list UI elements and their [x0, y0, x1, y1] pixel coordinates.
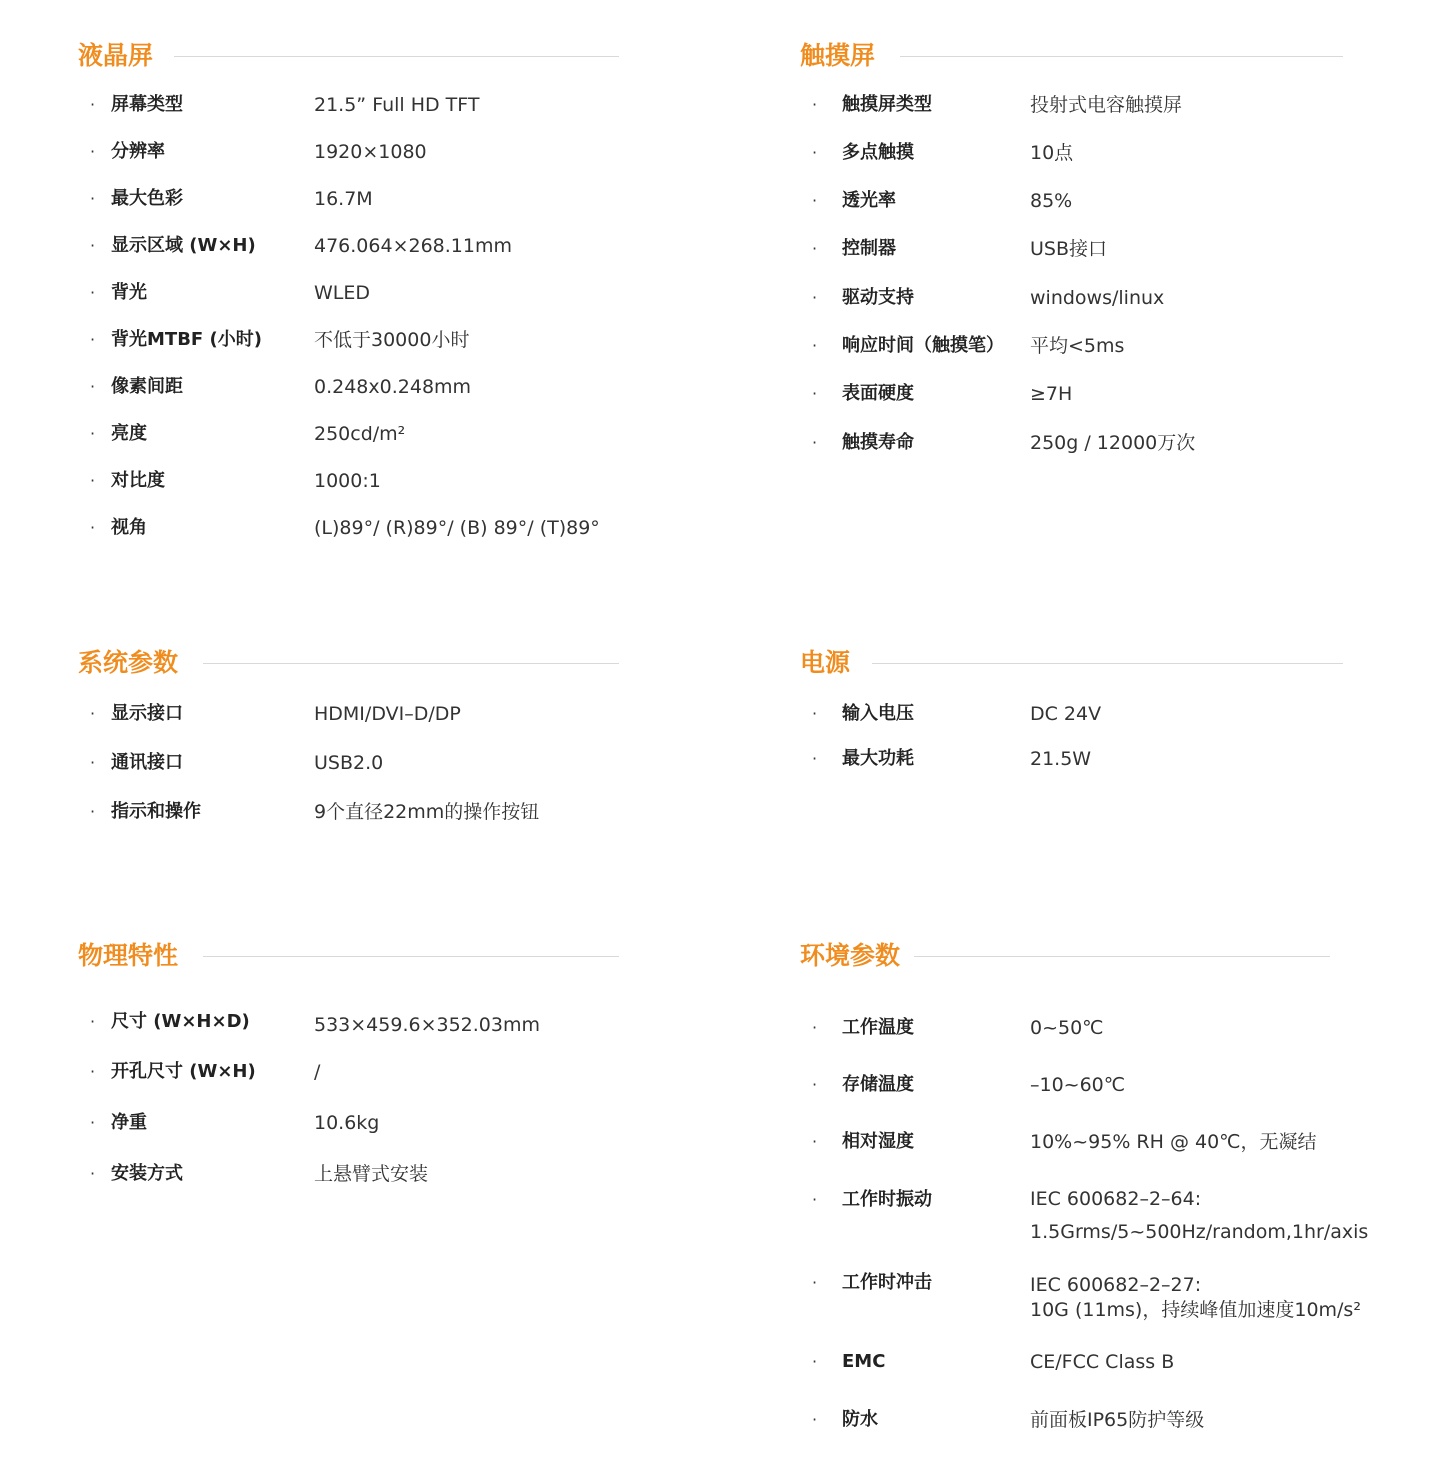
- spec-value-line: 10G (11ms)，持续峰值加速度10m/s²: [1030, 1299, 1361, 1321]
- spec-label: 工作温度: [842, 1017, 914, 1038]
- section-title: 物理特性: [78, 941, 179, 970]
- spec-value: 10%~95% RH @ 40℃，无凝结: [1030, 1131, 1317, 1153]
- bullet-icon: ·: [90, 330, 96, 349]
- spec-label: 触摸屏类型: [842, 94, 932, 115]
- spec-label: 工作时冲击: [842, 1272, 932, 1293]
- bullet-icon: ·: [812, 749, 818, 768]
- spec-value: [1030, 1273, 1361, 1323]
- spec-label: 开孔尺寸 (W×H): [111, 1061, 256, 1082]
- spec-label: 对比度: [111, 470, 165, 491]
- spec-value: 21.5” Full HD TFT: [314, 94, 480, 116]
- bullet-icon: ·: [90, 377, 96, 396]
- bullet-icon: ·: [812, 1132, 818, 1151]
- bullet-icon: ·: [90, 142, 96, 161]
- spec-label: 控制器: [842, 238, 896, 259]
- section-title: 系统参数: [78, 648, 179, 677]
- spec-value: 85%: [1030, 190, 1073, 212]
- spec-label: 最大功耗: [842, 748, 914, 769]
- spec-value: USB2.0: [314, 752, 384, 774]
- section-header: [78, 938, 623, 974]
- spec-label: 多点触摸: [842, 142, 914, 163]
- spec-label: 防水: [842, 1409, 878, 1430]
- spec-value: USB接口: [1030, 238, 1108, 260]
- spec-value: 21.5W: [1030, 748, 1092, 770]
- bullet-icon: ·: [812, 1410, 818, 1429]
- bullet-icon: ·: [90, 1062, 96, 1081]
- bullet-icon: ·: [90, 95, 96, 114]
- spec-value: 平均<5ms: [1030, 335, 1125, 357]
- bullet-icon: ·: [90, 802, 96, 821]
- spec-label: 通讯接口: [111, 752, 183, 773]
- spec-label: 驱动支持: [842, 287, 914, 308]
- spec-value-line: IEC 600682–2–64:: [1030, 1188, 1202, 1210]
- spec-label: 工作时振动: [842, 1189, 932, 1210]
- section-title: 电源: [800, 648, 851, 677]
- spec-value: 前面板IP65防护等级: [1030, 1409, 1205, 1431]
- bullet-icon: ·: [812, 1273, 818, 1292]
- bullet-icon: ·: [90, 236, 96, 255]
- spec-value-line: 1.5Grms/5~500Hz/random,1hr/axis: [1030, 1221, 1369, 1243]
- bullet-icon: ·: [812, 1352, 818, 1371]
- bullet-icon: ·: [90, 424, 96, 443]
- bullet-icon: ·: [90, 471, 96, 490]
- spec-label: 视角: [111, 517, 147, 538]
- section-header: [78, 38, 623, 74]
- spec-value: –10~60℃: [1030, 1074, 1126, 1096]
- spec-value: 250cd/m²: [314, 423, 406, 445]
- spec-value: 10点: [1030, 142, 1074, 164]
- section-environment: [800, 938, 1420, 1453]
- bullet-icon: ·: [812, 95, 818, 114]
- section-header: [800, 38, 1345, 74]
- spec-value: 投射式电容触摸屏: [1030, 94, 1183, 116]
- bullet-icon: ·: [812, 1018, 818, 1037]
- spec-value: HDMI/DVI–D/DP: [314, 703, 461, 725]
- spec-label: 存储温度: [842, 1074, 914, 1095]
- bullet-icon: ·: [90, 518, 96, 537]
- bullet-icon: ·: [812, 1190, 818, 1209]
- spec-value: 9个直径22mm的操作按钮: [314, 801, 540, 823]
- spec-value: 10.6kg: [314, 1112, 380, 1134]
- bullet-icon: ·: [812, 1075, 818, 1094]
- bullet-icon: ·: [812, 239, 818, 258]
- section-lcd: [78, 38, 623, 558]
- section-title: 液晶屏: [78, 41, 154, 70]
- section-touch: [800, 38, 1345, 478]
- spec-label: 屏幕类型: [111, 94, 183, 115]
- bullet-icon: ·: [90, 189, 96, 208]
- spec-value: 476.064×268.11mm: [314, 235, 512, 257]
- spec-value: 1920×1080: [314, 141, 427, 163]
- spec-label: 净重: [111, 1112, 147, 1133]
- bullet-icon: ·: [812, 433, 818, 452]
- spec-value: 250g / 12000万次: [1030, 432, 1196, 454]
- spec-label: 显示区域 (W×H): [111, 235, 256, 256]
- spec-label: 输入电压: [842, 703, 914, 724]
- section-physical: [78, 938, 623, 1198]
- spec-label: 透光率: [842, 190, 896, 211]
- spec-label: 尺寸 (W×H×D): [111, 1011, 250, 1032]
- spec-label: 背光MTBF (小时): [111, 329, 262, 350]
- section-header: [800, 938, 1420, 974]
- spec-value: windows/linux: [1030, 287, 1165, 309]
- spec-value: 上悬臂式安装: [314, 1163, 429, 1185]
- bullet-icon: ·: [90, 1113, 96, 1132]
- spec-label: EMC: [842, 1351, 886, 1372]
- bullet-icon: ·: [90, 1012, 96, 1031]
- spec-label: 响应时间（触摸笔）: [842, 335, 1004, 356]
- bullet-icon: ·: [812, 288, 818, 307]
- bullet-icon: ·: [812, 336, 818, 355]
- spec-value: 不低于30000小时: [314, 329, 470, 351]
- spec-value: ≥7H: [1030, 383, 1073, 405]
- bullet-icon: ·: [812, 704, 818, 723]
- spec-value: 1000:1: [314, 470, 381, 492]
- spec-value: CE/FCC Class B: [1030, 1351, 1175, 1373]
- spec-value: DC 24V: [1030, 703, 1102, 725]
- bullet-icon: ·: [90, 704, 96, 723]
- spec-value: 0.248x0.248mm: [314, 376, 472, 398]
- bullet-icon: ·: [812, 143, 818, 162]
- section-divider: [900, 56, 1343, 57]
- spec-label: 显示接口: [111, 703, 183, 724]
- spec-label: 最大色彩: [111, 188, 183, 209]
- spec-label: 像素间距: [111, 376, 183, 397]
- spec-value: 533×459.6×352.03mm: [314, 1014, 540, 1036]
- spec-label: 表面硬度: [842, 383, 914, 404]
- bullet-icon: ·: [90, 753, 96, 772]
- bullet-icon: ·: [812, 191, 818, 210]
- bullet-icon: ·: [812, 384, 818, 403]
- section-title: 环境参数: [800, 941, 901, 970]
- spec-value-line: IEC 600682–2–27:: [1030, 1274, 1202, 1296]
- spec-label: 背光: [111, 282, 147, 303]
- spec-label: 分辨率: [111, 141, 165, 162]
- spec-value: 16.7M: [314, 188, 373, 210]
- spec-label: 安装方式: [111, 1163, 183, 1184]
- spec-value: WLED: [314, 282, 371, 304]
- section-divider: [203, 663, 619, 664]
- section-power: [800, 645, 1345, 785]
- section-title: 触摸屏: [800, 41, 876, 70]
- spec-value: 0~50℃: [1030, 1017, 1104, 1039]
- section-header: [78, 645, 623, 681]
- section-divider: [203, 956, 619, 957]
- spec-label: 触摸寿命: [842, 432, 914, 453]
- spec-value: [1030, 1183, 1368, 1249]
- section-divider: [872, 663, 1343, 664]
- section-divider: [914, 956, 1330, 957]
- spec-value: (L)89°/ (R)89°/ (B) 89°/ (T)89°: [314, 517, 600, 539]
- spec-value: /: [314, 1061, 321, 1083]
- bullet-icon: ·: [90, 1164, 96, 1183]
- section-divider: [174, 56, 619, 57]
- bullet-icon: ·: [90, 283, 96, 302]
- spec-label: 相对湿度: [842, 1131, 914, 1152]
- spec-label: 亮度: [111, 423, 147, 444]
- section-system: [78, 645, 623, 845]
- spec-label: 指示和操作: [111, 801, 201, 822]
- section-header: [800, 645, 1345, 681]
